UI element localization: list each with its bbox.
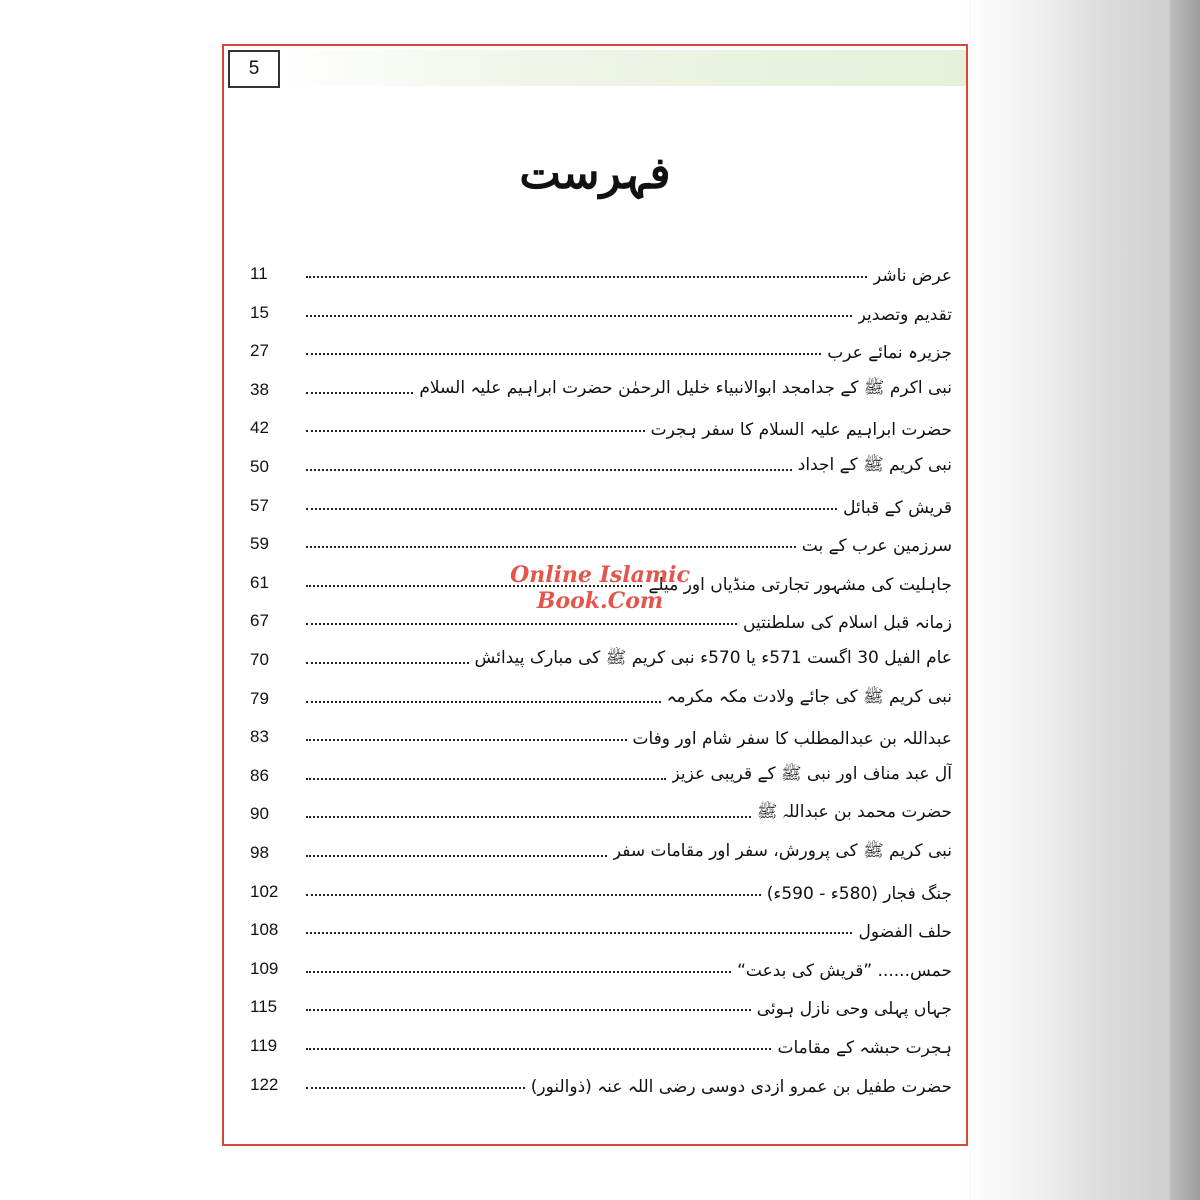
toc-entry-title: عام الفیل 30 اگست 571ء یا 570ء نبی کریم ﷺ کی مبارک پیدائش: [474, 648, 952, 668]
toc-leader-dots: [306, 468, 792, 471]
toc-entry-page: 11: [250, 264, 268, 283]
page-edge: [970, 0, 971, 1200]
toc-entry-page: 50: [250, 457, 269, 476]
toc-entry: [250, 985, 952, 1019]
watermark-line-2: Book.Com: [536, 588, 664, 614]
toc-entry-title: تقدیم وتصدیر: [857, 304, 952, 325]
toc-entry: [250, 291, 952, 325]
toc-entry-page: 59: [250, 534, 269, 554]
toc-entry-page: 38: [250, 379, 269, 399]
toc-entry: [250, 638, 952, 672]
toc-leader-dots: [306, 352, 821, 355]
toc-entry-title: نبی کریم ﷺ کے اجداد: [797, 455, 952, 475]
toc-entry-page: 108: [250, 920, 279, 940]
toc-leader-dots: [306, 391, 413, 394]
toc-entry-title: جہاں پہلی وحی نازل ہوئی: [756, 999, 952, 1020]
toc-entry: [250, 947, 952, 981]
toc-entry-page: 98: [250, 843, 269, 862]
toc-entry-title: جاہلیت کی مشہور تجارتی منڈیاں اور میلے: [648, 574, 952, 595]
toc-entry: [250, 792, 952, 826]
toc-entry: [250, 754, 952, 788]
toc-entry: [250, 715, 952, 749]
toc-leader-dots: [306, 1047, 771, 1050]
page-title: فہرست: [519, 148, 671, 199]
toc-entry: [250, 252, 952, 286]
toc-entry-page: 109: [250, 958, 279, 978]
toc-entry-title: جنگ فجار (580ء - 590ء): [766, 883, 952, 904]
toc-entry: [250, 1063, 952, 1097]
toc-entry: [250, 1024, 952, 1058]
toc-entry-page: 79: [250, 688, 269, 708]
table-of-contents: [222, 252, 968, 1132]
toc-leader-dots: [306, 700, 661, 703]
toc-entry-title: ہجرت حبشہ کے مقامات: [777, 1038, 952, 1058]
toc-entry: [250, 831, 952, 865]
toc-entry-title: سرزمین عرب کے بت: [801, 536, 952, 557]
toc-entry-page: 122: [250, 1074, 279, 1094]
toc-entry-page: 57: [250, 495, 269, 515]
toc-entry-page: 70: [250, 650, 269, 669]
toc-leader-dots: [306, 893, 761, 896]
toc-leader-dots: [306, 738, 627, 741]
watermark-line-1: Online Islamic: [510, 562, 690, 588]
toc-entry-title: نبی کریم ﷺ کی جائے ولادت مکہ مکرمہ: [666, 686, 952, 707]
toc-entry-title: عرض ناشر: [872, 266, 952, 286]
toc-leader-dots: [306, 622, 737, 625]
toc-entry-title: حضرت طفیل بن عمرو ازدی دوسی رضی اللہ عنہ (ذوالنور): [530, 1076, 952, 1097]
toc-entry-title: نبی اکرم ﷺ کے جدامجد ابوالانبیاء خلیل الرحمٰن حضرت ابراہیم علیہ السلام: [419, 377, 952, 398]
toc-entry-title: آل عبد مناف اور نبی ﷺ کے قریبی عزیز: [671, 763, 952, 784]
toc-entry-title: عبداللہ بن عبدالمطلب کا سفر شام اور وفات: [632, 729, 952, 750]
header-strip: [282, 50, 966, 86]
toc-entry-title: زمانہ قبل اسلام کی سلطنتیں: [743, 613, 952, 634]
toc-entry-page: 83: [250, 727, 269, 747]
toc-entry-page: 102: [250, 881, 279, 901]
toc-leader-dots: [306, 314, 852, 317]
toc-entry: [250, 677, 952, 711]
toc-leader-dots: [306, 931, 852, 934]
book-spine: [1170, 0, 1200, 1200]
toc-leader-dots: [306, 275, 867, 278]
toc-leader-dots: [306, 507, 837, 510]
toc-entry-title: نبی کریم ﷺ کی پرورش، سفر اور مقامات سفر: [612, 841, 952, 861]
toc-leader-dots: [306, 777, 666, 780]
toc-leader-dots: [306, 815, 751, 818]
toc-entry: [250, 368, 952, 402]
toc-entry: [250, 329, 952, 363]
toc-entry-page: 90: [250, 804, 269, 824]
toc-leader-dots: [306, 429, 645, 432]
toc-entry: [250, 484, 952, 518]
watermark: [500, 562, 700, 614]
toc-entry-title: جزیرہ نمائے عرب: [827, 343, 952, 364]
toc-entry: [250, 522, 952, 556]
toc-leader-dots: [306, 1008, 751, 1011]
toc-entry: [250, 406, 952, 440]
toc-leader-dots: [306, 1086, 525, 1089]
toc-entry-page: 86: [250, 765, 269, 785]
toc-leader-dots: [306, 661, 469, 664]
toc-entry-title: حضرت ابراہیم علیہ السلام کا سفر ہجرت: [650, 420, 952, 441]
toc-entry-page: 61: [250, 572, 269, 592]
toc-entry-page: 15: [250, 302, 269, 322]
toc-leader-dots: [306, 545, 796, 548]
toc-entry-page: 67: [250, 611, 269, 631]
toc-leader-dots: [306, 854, 607, 857]
toc-entry-page: 42: [250, 418, 269, 438]
toc-leader-dots: [306, 970, 731, 973]
toc-entry-page: 115: [250, 997, 278, 1017]
toc-entry-page: 27: [250, 341, 269, 361]
toc-entry-title: قریش کے قبائل: [843, 497, 952, 518]
toc-entry-title: حمس...... ”قریش کی بدعت“: [737, 960, 952, 981]
toc-entry-title: حلف الفضول: [858, 922, 952, 943]
toc-entry: [250, 445, 952, 479]
page-number: 5: [228, 50, 280, 88]
toc-entry: [250, 870, 952, 904]
toc-entry-title: حضرت محمد بن عبداللہ ﷺ: [756, 802, 952, 823]
toc-entry: [250, 908, 952, 942]
toc-entry-page: 119: [250, 1036, 278, 1055]
